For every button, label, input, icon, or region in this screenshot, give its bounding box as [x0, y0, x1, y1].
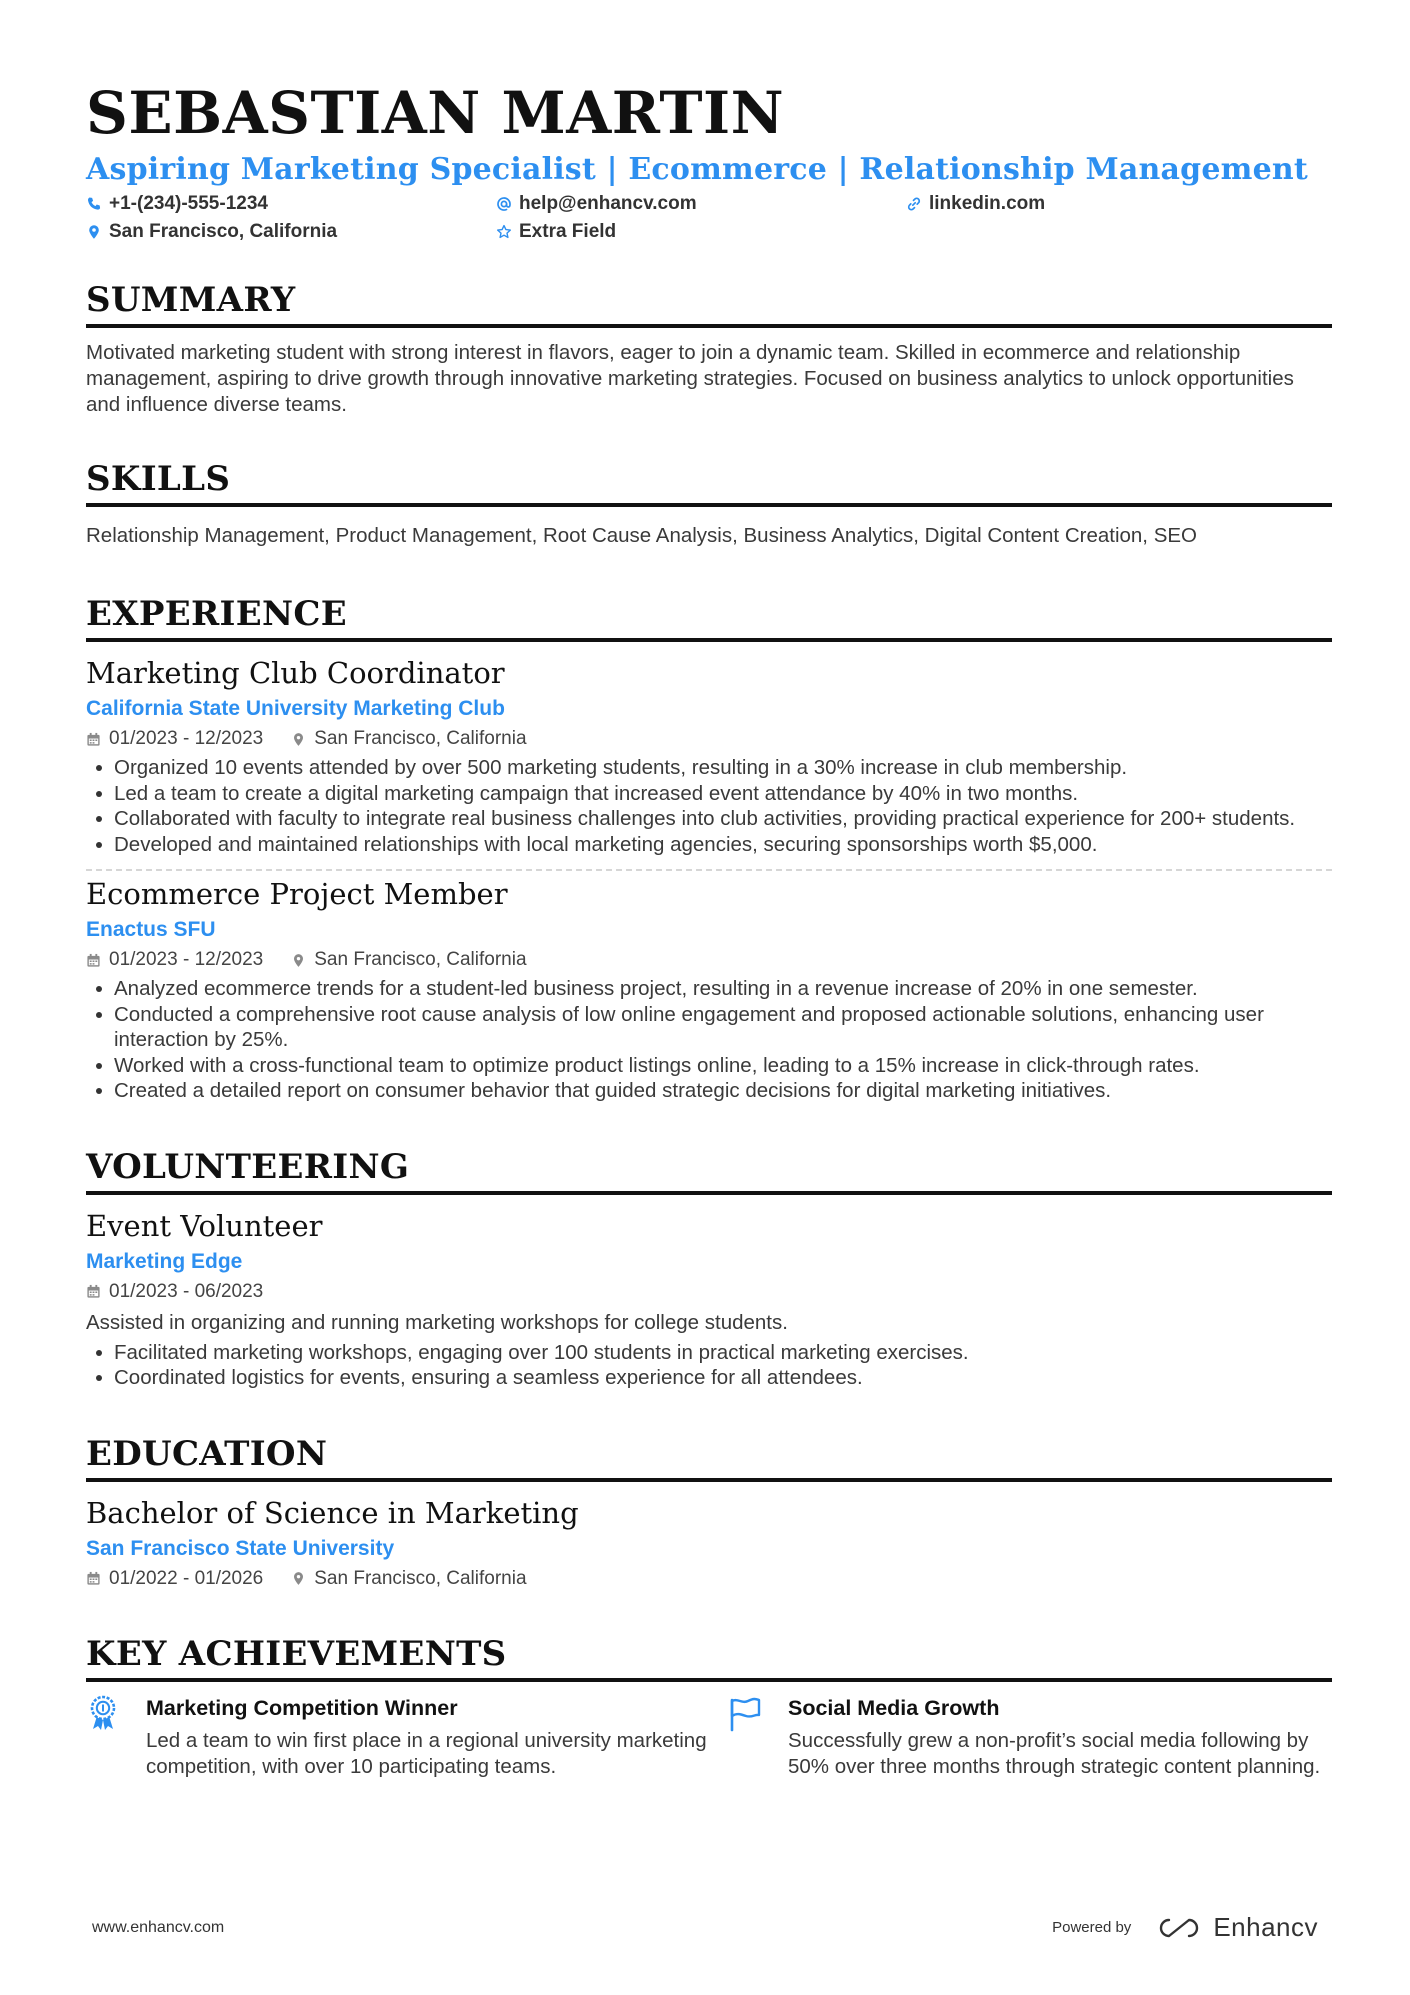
- bullet-item: Organized 10 events attended by over 500 marketing students, resulting in a 30% increase in club membership.: [86, 755, 1332, 781]
- resume-header: [86, 79, 1332, 243]
- experience-entry: [86, 656, 1332, 857]
- job-title: Ecommerce Project Member: [86, 877, 508, 911]
- contact-list: [86, 193, 1332, 243]
- location-pin-icon: [291, 732, 306, 747]
- company-name: California State University Marketing Club: [86, 697, 505, 720]
- star-icon: [496, 224, 512, 240]
- flag-icon: [728, 1694, 762, 1732]
- achievement-item: [728, 1694, 1332, 1780]
- bullet-item: Analyzed ecommerce trends for a student-led business project, resulting in a revenue increase of 20% in one semester.: [86, 976, 1332, 1002]
- summary-heading: SUMMARY: [86, 283, 1332, 328]
- achievement-content: [146, 1694, 728, 1780]
- job-bullets: [86, 755, 1332, 857]
- job-location-text: San Francisco, California: [314, 949, 527, 970]
- contact-linkedin-text: linkedin.com: [929, 193, 1046, 214]
- volunteer-dates-text: 01/2023 - 06/2023: [109, 1280, 264, 1302]
- contact-location-text: San Francisco, California: [109, 221, 338, 242]
- volunteering-section: [86, 1146, 1332, 1391]
- job-dates: [86, 727, 263, 751]
- bullet-item: Led a team to create a digital marketing campaign that increased event attendance by 40% in two months.: [86, 781, 1332, 807]
- achievement-content: [788, 1694, 1332, 1780]
- bullet-item: Conducted a comprehensive root cause analysis of low online engagement and proposed actionable solutions, enhancing user interaction by 25%.: [86, 1002, 1332, 1053]
- contact-extra-field-text: Extra Field: [519, 221, 617, 242]
- resume-page: [86, 70, 1332, 1780]
- summary-text: Motivated marketing student with strong interest in flavors, eager to join a dynamic team. Skilled in ecommerce and relationship management, aspiring to drive growth through innovative marketing strategies. Focused on business analytics to unlock opportunities and influence diverse teams.: [86, 341, 1294, 416]
- contact-phone-text: +1-(234)-555-1234: [109, 193, 268, 214]
- job-location-text: San Francisco, California: [314, 728, 527, 749]
- achievement-title: Marketing Competition Winner: [146, 1695, 458, 1720]
- location-pin-icon: [291, 1571, 306, 1586]
- education-location: [291, 1567, 526, 1591]
- achievement-title: Social Media Growth: [788, 1695, 1000, 1720]
- education-section: [86, 1433, 1332, 1591]
- education-location-text: San Francisco, California: [314, 1567, 527, 1589]
- contact-email-text: help@enhancv.com: [519, 193, 697, 214]
- award-ribbon-icon: [86, 1694, 120, 1732]
- experience-section: [86, 594, 1332, 1104]
- job-title: Marketing Club Coordinator: [86, 656, 505, 690]
- bullet-item: Collaborated with faculty to integrate real business challenges into club activities, providing practical experience for 200+ students.: [86, 806, 1332, 832]
- summary-section: [86, 280, 1332, 418]
- volunteer-meta: [86, 1280, 1332, 1304]
- job-meta: [86, 727, 1332, 751]
- footer-website[interactable]: www.enhancv.com: [92, 1918, 225, 1936]
- calendar-icon: [86, 1571, 101, 1586]
- experience-entry: [86, 877, 1332, 1104]
- contact-extra-field: [496, 221, 906, 243]
- volunteer-description: Assisted in organizing and running marketing workshops for college students.: [86, 1310, 788, 1334]
- bullet-item: Developed and maintained relationships with local marketing agencies, securing sponsorships worth $5,000.: [86, 832, 1332, 858]
- achievements-heading: KEY ACHIEVEMENTS: [86, 1637, 1332, 1682]
- company-name: Enactus SFU: [86, 918, 216, 941]
- contact-linkedin[interactable]: [906, 193, 1316, 215]
- achievements-grid: [86, 1694, 1332, 1780]
- candidate-name: SEBASTIAN MARTIN: [86, 79, 785, 147]
- enhancv-logo-icon: [1157, 1916, 1203, 1940]
- school-name: San Francisco State University: [86, 1536, 395, 1560]
- achievements-section: [86, 1633, 1332, 1780]
- entry-divider: [86, 869, 1332, 871]
- job-meta: [86, 948, 1332, 972]
- enhancv-logo[interactable]: [1157, 1912, 1318, 1943]
- job-location: [291, 727, 526, 751]
- contact-email[interactable]: [496, 193, 906, 215]
- enhancv-logo-text: Enhancv: [1213, 1912, 1318, 1942]
- contact-location: [86, 221, 496, 243]
- skills-heading: SKILLS: [86, 462, 1332, 507]
- achievement-text: Successfully grew a non-profit’s social media following by 50% over three months through strategic content planning.: [788, 1728, 1321, 1778]
- bullet-item: Created a detailed report on consumer behavior that guided strategic decisions for digital marketing initiatives.: [86, 1078, 1332, 1104]
- volunteer-role: Event Volunteer: [86, 1208, 323, 1243]
- calendar-icon: [86, 953, 101, 968]
- footer-brand: [1052, 1912, 1318, 1943]
- education-meta: [86, 1567, 1332, 1591]
- job-dates-text: 01/2023 - 12/2023: [109, 728, 264, 749]
- achievement-text: Led a team to win first place in a regional university marketing competition, with over 10 participating teams.: [146, 1728, 707, 1778]
- bullet-item: Coordinated logistics for events, ensuring a seamless experience for all attendees.: [86, 1365, 1332, 1391]
- at-icon: [496, 196, 512, 212]
- bullet-item: Worked with a cross-functional team to optimize product listings online, leading to a 15% increase in click-through rates.: [86, 1053, 1332, 1079]
- volunteering-heading: VOLUNTEERING: [86, 1150, 1332, 1195]
- job-dates: [86, 948, 263, 972]
- phone-icon: [86, 196, 102, 212]
- calendar-icon: [86, 1284, 101, 1299]
- skills-section: [86, 459, 1332, 549]
- calendar-icon: [86, 732, 101, 747]
- page-footer: [92, 1912, 1318, 1943]
- experience-heading: EXPERIENCE: [86, 597, 1332, 642]
- skills-text: Relationship Management, Product Management, Root Cause Analysis, Business Analytics, Digital Content Creation, SEO: [86, 524, 1197, 547]
- job-bullets: [86, 976, 1332, 1104]
- degree-title: Bachelor of Science in Marketing: [86, 1495, 579, 1530]
- volunteer-bullets: [86, 1340, 1332, 1391]
- location-pin-icon: [86, 224, 102, 240]
- location-pin-icon: [291, 953, 306, 968]
- education-heading: EDUCATION: [86, 1437, 1332, 1482]
- job-location: [291, 948, 526, 972]
- education-dates: [86, 1567, 263, 1591]
- candidate-headline: Aspiring Marketing Specialist | Ecommerce | Relationship Management: [86, 152, 1308, 187]
- contact-phone[interactable]: [86, 193, 496, 215]
- achievement-item: [86, 1694, 728, 1780]
- job-dates-text: 01/2023 - 12/2023: [109, 949, 264, 970]
- bullet-item: Facilitated marketing workshops, engaging over 100 students in practical marketing exercises.: [86, 1340, 1332, 1366]
- education-dates-text: 01/2022 - 01/2026: [109, 1567, 264, 1589]
- powered-by-label: Powered by: [1052, 1919, 1132, 1936]
- volunteer-dates: [86, 1280, 263, 1304]
- link-icon: [906, 196, 922, 212]
- volunteer-org: Marketing Edge: [86, 1249, 243, 1273]
